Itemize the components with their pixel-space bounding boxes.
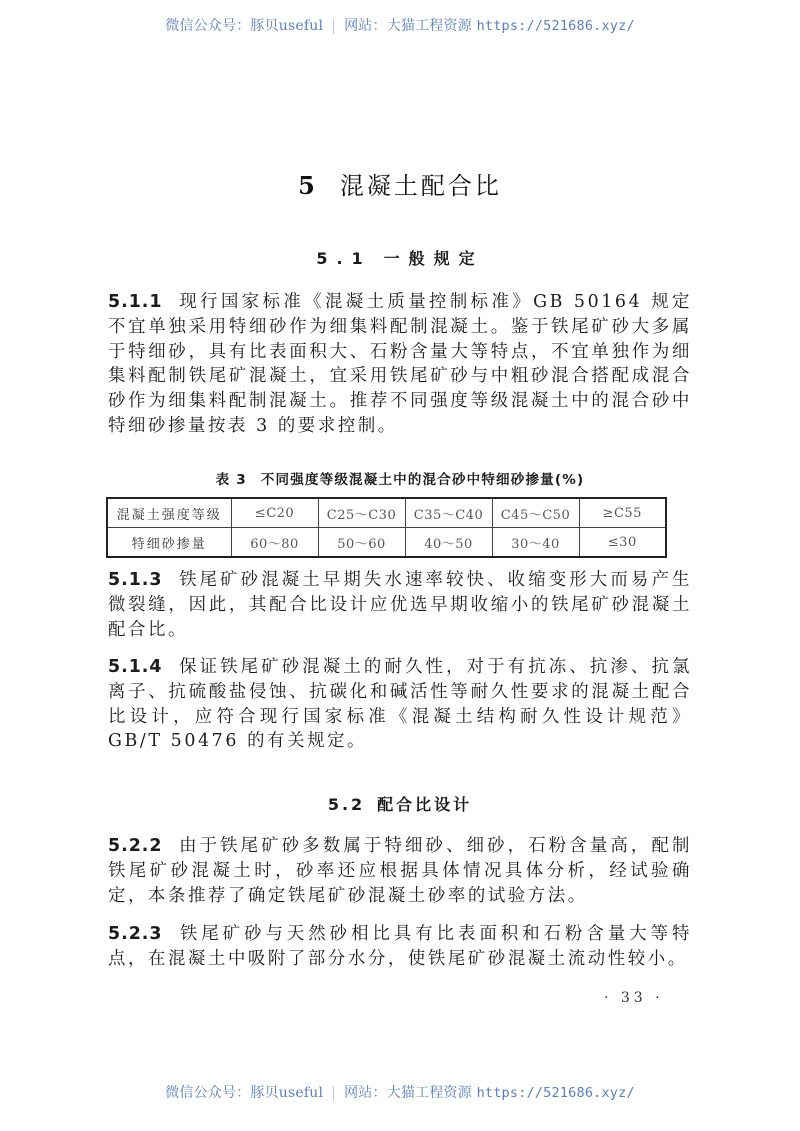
clause-text: 现行国家标准《混凝土质量控制标准》GB 50164 规定不宜单独采用特细砂作为细集料配制混凝土。鉴于铁尾矿砂大多属于特细砂，具有比表面积大、石粉含量大等特点，不宜单独作为细集料配制铁尾矿混凝土，宜采用铁尾矿砂与中粗砂混合搭配成混合砂作为细集料配制混凝土。推荐不同强度等级混凝土中的混合砂中特细砂掺量按表 3 的要求控制。 <box>108 292 692 436</box>
table-label: 表 3 <box>215 472 247 488</box>
table-cell: 30～40 <box>492 528 579 558</box>
page-number: · 33 · <box>604 990 664 1006</box>
table-cell: C25～C30 <box>318 498 405 528</box>
section-title-5-2 <box>0 792 800 815</box>
watermark-bottom <box>0 1082 800 1102</box>
chapter-number: 5 <box>298 171 318 200</box>
table-cell: 40～50 <box>405 528 492 558</box>
clause-5-1-4 <box>108 655 692 754</box>
clause-text: 铁尾矿砂混凝土早期失水速率较快、收缩变形大而易产生微裂缝，因此，其配合比设计应优选早期收缩小的铁尾矿砂混凝土配合比。 <box>108 570 692 640</box>
table-cell: ≥C55 <box>579 498 666 528</box>
table-cell: 特细砂掺量 <box>107 528 231 558</box>
section-title-text: 一般规定 <box>383 249 484 268</box>
section-number: 5.2 <box>327 795 366 814</box>
watermark-separator: | <box>331 1085 337 1101</box>
watermark-wechat: 微信公众号：豚贝useful <box>165 18 324 34</box>
table-3 <box>106 497 667 558</box>
clause-5-1-1 <box>108 290 692 439</box>
clause-number: 5.2.2 <box>108 836 163 856</box>
table-caption-text: 不同强度等级混凝土中的混合砂中特细砂掺量(%) <box>260 472 585 488</box>
clause-text: 保证铁尾矿砂混凝土的耐久性，对于有抗冻、抗渗、抗氯离子、抗硫酸盐侵蚀、抗碳化和碱活性等耐久性要求的混凝土配合比设计，应符合现行国家标准《混凝土结构耐久性设计规范》GB/T 50476 的有关规定。 <box>108 657 692 752</box>
chapter-title-text: 混凝土配合比 <box>339 172 502 200</box>
clause-number: 5.1.1 <box>108 292 163 312</box>
clause-text: 由于铁尾矿砂多数属于特细砂、细砂，石粉含量高，配制铁尾矿砂混凝土时，砂率还应根据具体情况具体分析，经试验确定，本条推荐了确定铁尾矿砂混凝土砂率的试验方法。 <box>108 836 692 906</box>
section-title-text: 配合比设计 <box>377 795 473 814</box>
watermark-top <box>0 15 800 35</box>
watermark-url: https://521686.xyz/ <box>476 1085 635 1101</box>
section-number: 5.1 <box>316 249 372 268</box>
table-cell: ≤C20 <box>231 498 318 528</box>
clause-text: 铁尾矿砂与天然砂相比具有比表面积和石粉含量大等特点，在混凝土中吸附了部分水分，使铁尾矿砂混凝土流动性较小。 <box>108 924 692 969</box>
clause-5-1-3 <box>108 568 692 642</box>
watermark-wechat: 微信公众号：豚贝useful <box>165 1085 324 1101</box>
table-header-row <box>107 498 666 528</box>
table-cell: ≤30 <box>579 528 666 558</box>
section-title-5-1 <box>0 246 800 269</box>
clause-number: 5.1.4 <box>108 657 163 677</box>
chapter-title <box>0 166 800 201</box>
table-cell: 50～60 <box>318 528 405 558</box>
watermark-site: 网站：大猫工程资源 <box>344 1085 472 1101</box>
clause-number: 5.2.3 <box>108 924 163 944</box>
clause-5-2-2 <box>108 834 692 908</box>
table-cell: C45～C50 <box>492 498 579 528</box>
watermark-url: https://521686.xyz/ <box>476 18 635 34</box>
clause-number: 5.1.3 <box>108 570 163 590</box>
table-caption <box>0 468 800 488</box>
table-cell: 混凝土强度等级 <box>107 498 231 528</box>
clause-5-2-3 <box>108 922 692 972</box>
table-cell: C35～C40 <box>405 498 492 528</box>
watermark-separator: | <box>331 18 337 34</box>
table-cell: 60～80 <box>231 528 318 558</box>
watermark-site: 网站：大猫工程资源 <box>344 18 472 34</box>
table-row <box>107 528 666 558</box>
